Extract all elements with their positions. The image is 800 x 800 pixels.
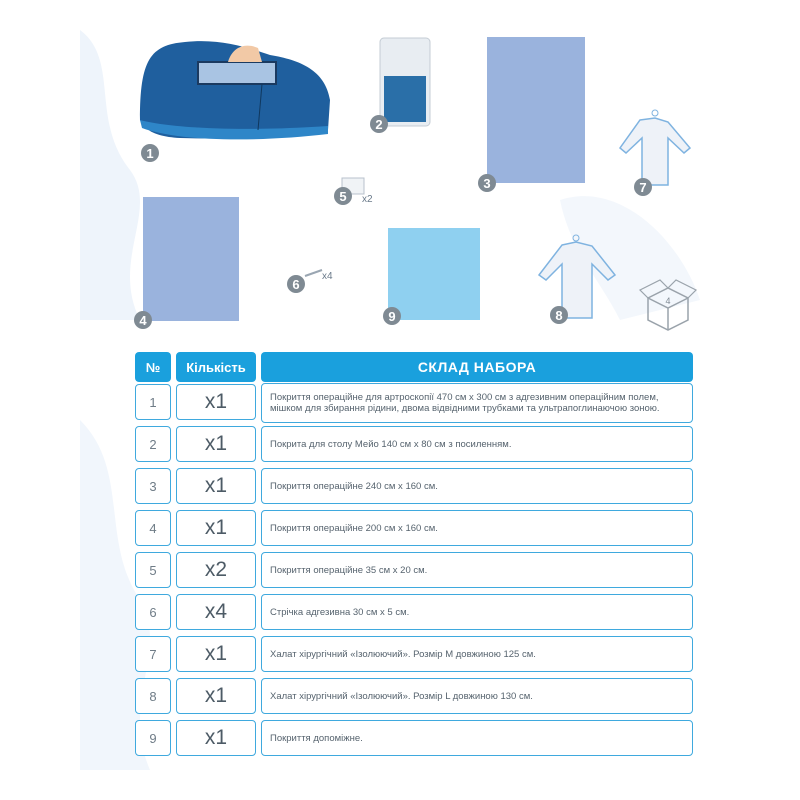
table-row	[135, 552, 693, 590]
table-row	[135, 468, 693, 506]
table-row	[135, 426, 693, 464]
illustration-7-gown-m	[620, 110, 690, 185]
illustration-1-arthroscopy-drape	[140, 41, 330, 139]
table-row	[135, 720, 693, 758]
badge-8-label: 8	[555, 308, 563, 323]
badge-2	[370, 115, 388, 133]
row-quantity: x1	[176, 720, 256, 756]
product-illustrations	[0, 0, 800, 340]
header-number: №	[135, 352, 171, 382]
qty-tag-5: x2	[362, 194, 373, 205]
table-row	[135, 384, 693, 422]
row-description: Халат хірургічний «Ізолюючий». Розмір M довжиною 125 см.	[261, 636, 693, 672]
row-description: Халат хірургічний «Ізолюючий». Розмір L довжиною 130 см.	[261, 678, 693, 714]
badge-7-label: 7	[639, 180, 647, 195]
row-number: 7	[135, 636, 171, 672]
row-number: 5	[135, 552, 171, 588]
box-icon	[640, 280, 696, 330]
row-number: 1	[135, 384, 171, 420]
row-number: 2	[135, 426, 171, 462]
row-quantity: x4	[176, 594, 256, 630]
row-quantity: x1	[176, 426, 256, 462]
row-number: 8	[135, 678, 171, 714]
box-icon-label: 4	[665, 296, 671, 306]
badge-8	[550, 306, 568, 324]
qty-tag-6: x4	[322, 271, 333, 282]
row-description: Покриття операційне 35 см х 20 см.	[261, 552, 693, 588]
row-number: 3	[135, 468, 171, 504]
illustration-4-drape	[143, 197, 239, 321]
row-description: Стрічка адгезивна 30 см х 5 см.	[261, 594, 693, 630]
header-quantity: Кількість	[176, 352, 256, 382]
header-title: СКЛАД НАБОРА	[261, 352, 693, 382]
badge-4	[134, 311, 152, 329]
badge-3	[478, 174, 496, 192]
badge-1	[141, 144, 159, 162]
badge-7	[634, 178, 652, 196]
badge-3-label: 3	[483, 176, 491, 191]
badge-4-label: 4	[139, 313, 147, 328]
row-number: 4	[135, 510, 171, 546]
row-quantity: x1	[176, 384, 256, 420]
row-description: Покриття допоміжне.	[261, 720, 693, 756]
illustration-6-adhesive-tape	[305, 270, 322, 276]
badge-9	[383, 307, 401, 325]
row-quantity: x1	[176, 468, 256, 504]
row-number: 6	[135, 594, 171, 630]
table-row	[135, 510, 693, 548]
badge-5-label: 5	[339, 189, 347, 204]
row-description: Покриття операційне 200 см х 160 см.	[261, 510, 693, 546]
row-quantity: x2	[176, 552, 256, 588]
table-row	[135, 594, 693, 632]
illustration-2-mayo-cover	[380, 38, 430, 126]
row-number: 9	[135, 720, 171, 756]
row-quantity: x1	[176, 510, 256, 546]
row-quantity: x1	[176, 678, 256, 714]
row-description: Покриття операційне 240 см х 160 см.	[261, 468, 693, 504]
row-description: Покриття операційне для артроскопії 470 см х 300 см з адгезивним операційним полем, мішком для збирання рідини, двома відвідними трубками та ультрапоглинаючою зоною.	[261, 383, 693, 423]
illustration-9-auxiliary-drape	[388, 228, 480, 320]
row-quantity: x1	[176, 636, 256, 672]
badge-2-label: 2	[375, 117, 383, 132]
illustration-3-drape	[487, 37, 585, 183]
badge-1-label: 1	[146, 146, 154, 161]
badge-6-label: 6	[292, 277, 300, 292]
row-description: Покрита для столу Мейо 140 см х 80 см з посиленням.	[261, 426, 693, 462]
table-row	[135, 678, 693, 716]
badge-9-label: 9	[388, 309, 396, 324]
table-row	[135, 636, 693, 674]
illustration-8-gown-l	[539, 235, 615, 318]
